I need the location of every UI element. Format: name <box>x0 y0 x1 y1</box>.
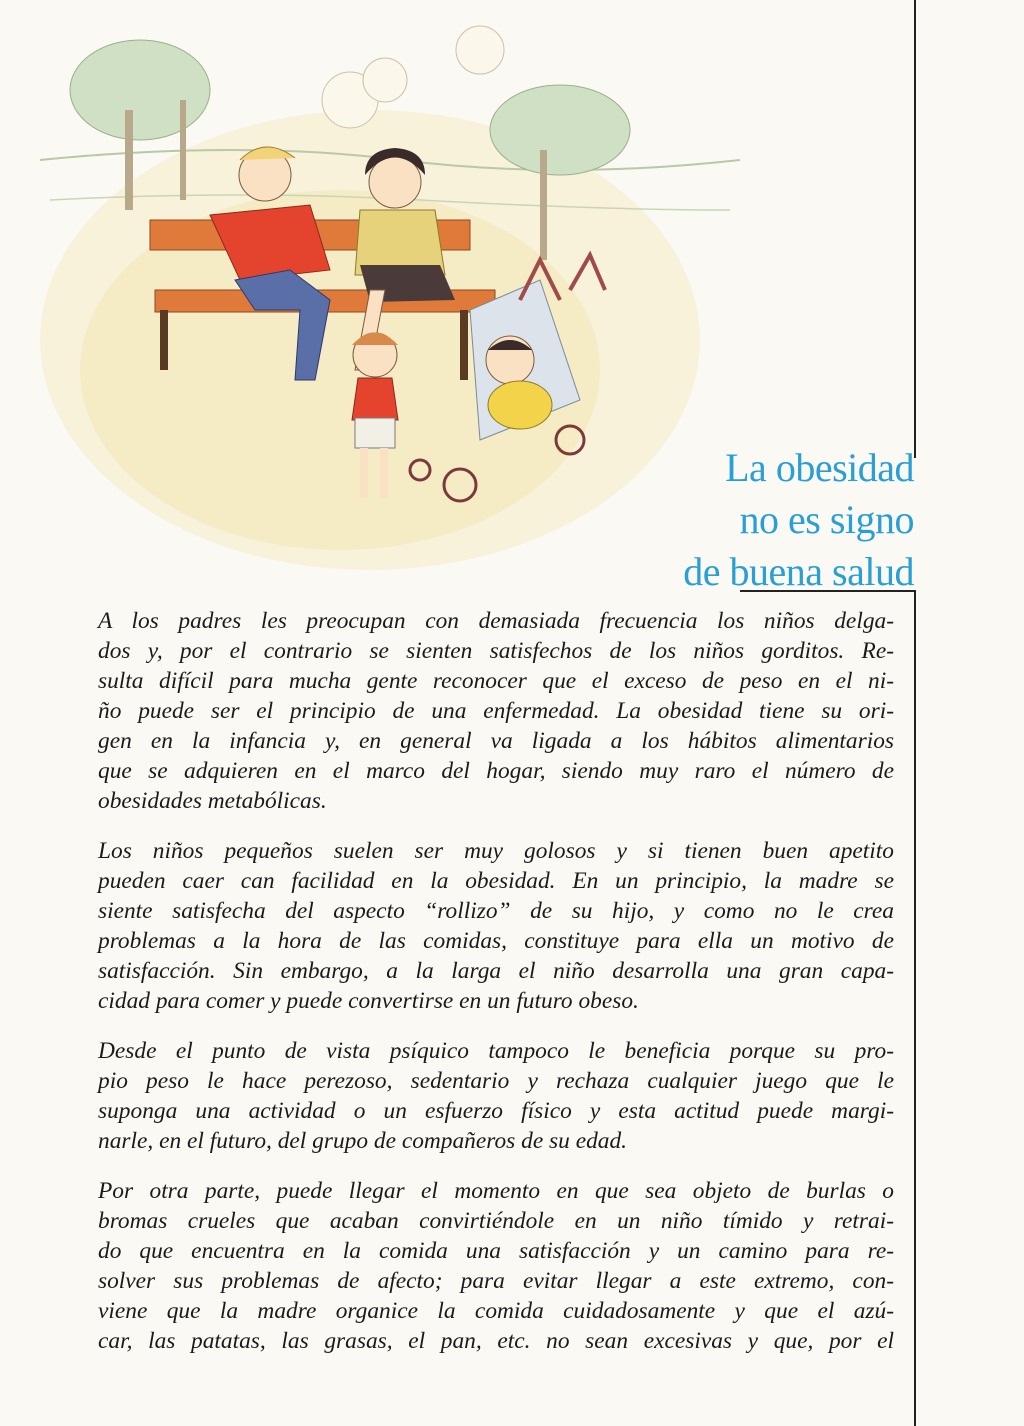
text-line: Por otra parte, puede llegar el momento en que sea objeto de burlas o <box>98 1178 894 1204</box>
text-line: narle, en el futuro, del grupo de compañeros de su edad. <box>98 1128 628 1154</box>
text-line: obesidades metabólicas. <box>98 788 327 814</box>
text-line: gen en la infancia y, en general va ligada a los hábitos alimentarios <box>98 728 894 754</box>
title-line-3: de buena salud <box>683 549 914 594</box>
column-rule-bottom <box>914 592 916 1426</box>
text-line: do que encuentra en la comida una satisfacción y un camino para re- <box>98 1238 894 1264</box>
page-title <box>594 442 914 598</box>
text-line: siente satisfecha del aspecto “rollizo” de su hijo, y como no le crea <box>98 898 894 924</box>
text-line: ño puede ser el principio de una enfermedad. La obesidad tiene su ori- <box>98 698 894 724</box>
text-line: suponga una actividad o un esfuerzo físico y esta actitud puede margi- <box>98 1098 894 1124</box>
paragraph-2 <box>98 836 894 1016</box>
text-line: solver sus problemas de afecto; para evitar llegar a este extremo, con- <box>98 1268 894 1294</box>
title-line-2: no es signo <box>739 497 914 542</box>
text-line: bromas crueles que acaban convirtiéndole en un niño tímido y retrai- <box>98 1208 894 1234</box>
text-line: car, las patatas, las grasas, el pan, etc. no sean excesivas y que, por el <box>98 1328 894 1354</box>
text-line: viene que la madre organice la comida cuidadosamente y que el azú- <box>98 1298 894 1324</box>
text-line: pio peso le hace perezoso, sedentario y rechaza cualquier juego que le <box>98 1068 894 1094</box>
title-line-1: La obesidad <box>725 445 914 490</box>
text-line: Desde el punto de vista psíquico tampoco le beneficia porque su pro- <box>98 1038 894 1064</box>
text-line: que se adquieren en el marco del hogar, siendo muy raro el número de <box>98 758 894 784</box>
paragraph-3 <box>98 1036 894 1156</box>
text-line: dos y, por el contrario se sienten satisfechos de los niños gorditos. Re- <box>98 638 894 664</box>
article-body <box>98 606 894 1376</box>
column-rule-top <box>914 0 916 458</box>
paragraph-1 <box>98 606 894 816</box>
text-line: sulta difícil para mucha gente reconocer que el exceso de peso en el ni- <box>98 668 894 694</box>
text-line: A los padres les preocupan con demasiada frecuencia los niños delga- <box>98 608 894 634</box>
paragraph-4 <box>98 1176 894 1356</box>
text-line: cidad para comer y puede convertirse en un futuro obeso. <box>98 988 639 1014</box>
text-line: satisfacción. Sin embargo, a la larga el niño desarrolla una gran capa- <box>98 958 894 984</box>
text-line: problemas a la hora de las comidas, constituye para ella un motivo de <box>98 928 894 954</box>
text-line: Los niños pequeños suelen ser muy golosos y si tienen buen apetito <box>98 838 894 864</box>
text-line: pueden caer can facilidad en la obesidad. En un principio, la madre se <box>98 868 894 894</box>
